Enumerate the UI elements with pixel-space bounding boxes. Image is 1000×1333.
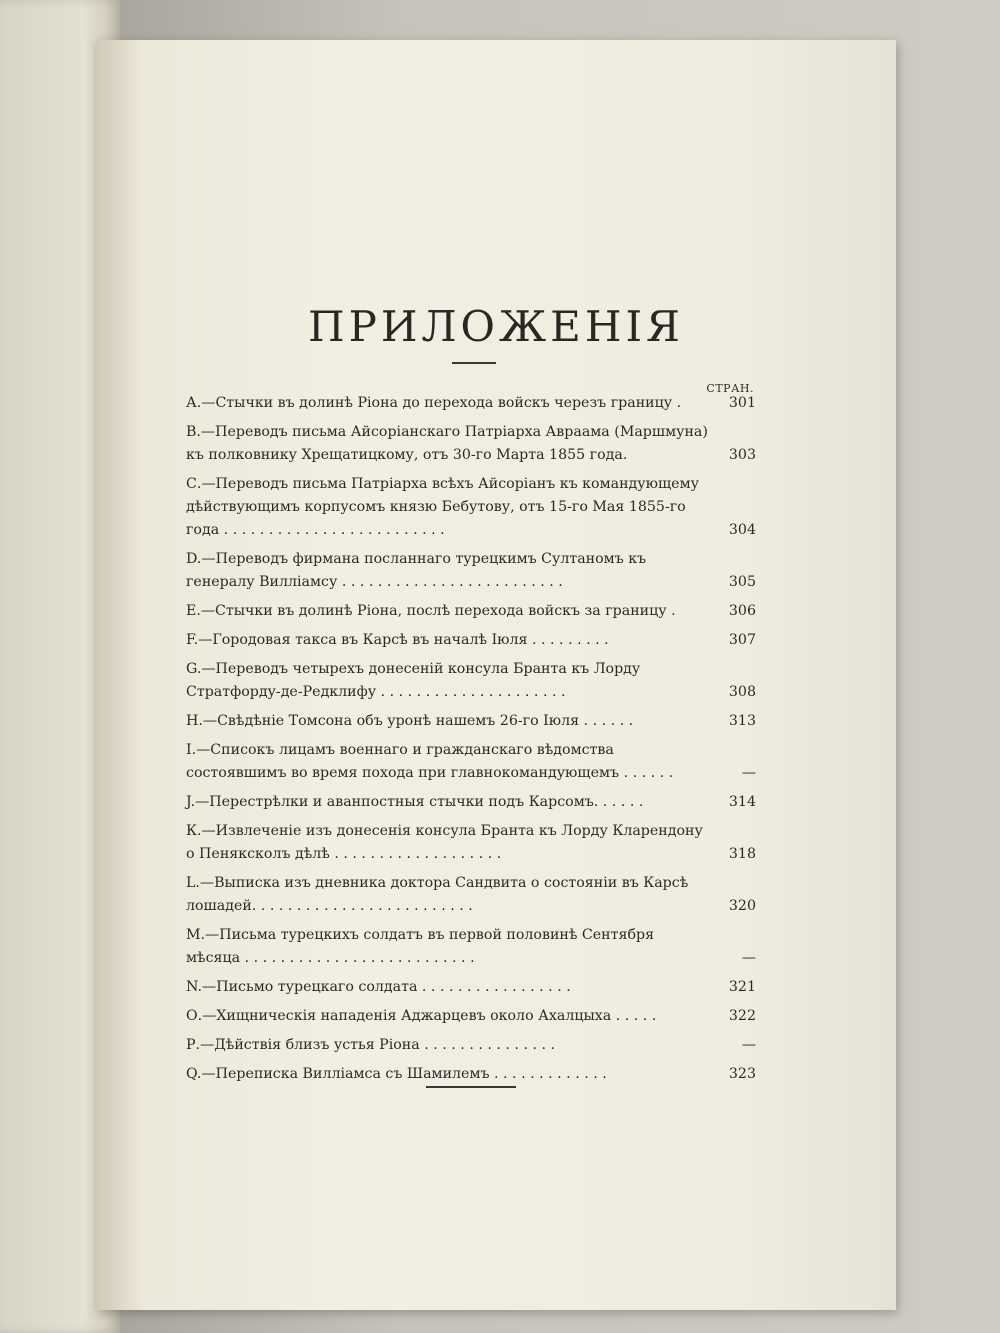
- entry-page-number: 303: [728, 447, 756, 463]
- entry-text: І.—Списокъ лицамъ военнаго и гражданскаго вѣдомства состоявшимъ во время похода при главнокомандующемъ . . . . . .: [186, 742, 674, 781]
- entry-text: М.—Письма турецкихъ солдатъ въ первой половинѣ Сентября мѣсяца . . . . . . . . . . . . . . . . . . . . . . . . . .: [186, 927, 655, 966]
- toc-entry: [186, 1005, 756, 1028]
- entry-text: Е.—Стычки въ долинѣ Ріона, послѣ перехода войскъ за границу .: [186, 603, 676, 619]
- toc-entry: [186, 872, 756, 918]
- entry-text: О.—Хищническія нападенія Аджарцевъ около Ахалцыха . . . . .: [186, 1008, 657, 1024]
- entry-page-number: —: [741, 950, 756, 966]
- table-of-contents: [186, 392, 756, 1092]
- entry-text: К.—Извлеченіе изъ донесенія консула Бранта къ Лорду Кларендону о Пеняксколъ дѣлѣ . . . . . . . . . . . . . . . . . . .: [186, 823, 703, 862]
- toc-entry: [186, 1063, 756, 1086]
- title-divider: [452, 362, 496, 364]
- entry-text: G.—Переводъ четырехъ донесеній консула Бранта къ Лорду Стратфорду-де-Редклифу . . . . . . . . . . . . . . . . . . . . .: [186, 661, 641, 700]
- toc-entry: [186, 473, 756, 542]
- toc-entry: [186, 739, 756, 785]
- entry-text: А.—Стычки въ долинѣ Ріона до перехода войскъ черезъ границу .: [186, 395, 682, 411]
- page-column-header: СТРАН.: [706, 382, 754, 395]
- toc-entry: [186, 1034, 756, 1057]
- toc-entry: [186, 791, 756, 814]
- entry-text: Р.—Дѣйствія близъ устья Ріона . . . . . . . . . . . . . . .: [186, 1037, 556, 1053]
- book-page: [96, 40, 896, 1310]
- entry-text: N.—Письмо турецкаго солдата . . . . . . . . . . . . . . . . .: [186, 979, 571, 995]
- entry-text: D.—Переводъ фирмана посланнаго турецкимъ Султаномъ къ генералу Вилліамсу . . . . . . . . . . . . . . . . . . . . . . . . .: [186, 551, 647, 590]
- entry-text: С.—Переводъ письма Патріарха всѣхъ Айсоріанъ къ командующему дѣйствующимъ корпусомъ князю Бебутову, отъ 15-го Мая 1855-го года . . . . . . . . . . . . . . . . . . . . . . . . .: [186, 476, 699, 538]
- page-title: ПРИЛОЖЕНІЯ: [308, 302, 684, 351]
- entry-page-number: 323: [728, 1066, 756, 1082]
- entry-text: В.—Переводъ письма Айсоріанскаго Патріарха Авраама (Маршмуна) къ полковнику Хрещатицкому, отъ 30-го Марта 1855 года.: [186, 424, 708, 463]
- entry-text: Q.—Переписка Вилліамса съ Шамилемъ . . . . . . . . . . . . .: [186, 1066, 607, 1082]
- entry-page-number: 304: [728, 522, 756, 538]
- entry-page-number: 314: [728, 794, 756, 810]
- entry-text: Н.—Свѣдѣніе Томсона объ уронѣ нашемъ 26-го Іюля . . . . . .: [186, 713, 634, 729]
- entry-page-number: 301: [728, 395, 756, 411]
- toc-entry: [186, 976, 756, 999]
- entry-text: J.—Перестрѣлки и аванпостныя стычки подъ Карсомъ. . . . . .: [186, 794, 644, 810]
- entry-text: F.—Городовая такса въ Карсѣ въ началѣ Іюля . . . . . . . . .: [186, 632, 609, 648]
- entry-page-number: 322: [728, 1008, 756, 1024]
- entry-page-number: 308: [728, 684, 756, 700]
- entry-page-number: 306: [728, 603, 756, 619]
- toc-entry: [186, 629, 756, 652]
- entry-page-number: —: [741, 1037, 756, 1053]
- entry-page-number: 307: [728, 632, 756, 648]
- toc-entry: [186, 924, 756, 970]
- entry-page-number: 318: [728, 846, 756, 862]
- entry-page-number: 313: [728, 713, 756, 729]
- toc-entry: [186, 658, 756, 704]
- entry-page-number: 320: [728, 898, 756, 914]
- toc-entry: [186, 421, 756, 467]
- entry-page-number: 321: [728, 979, 756, 995]
- entry-page-number: —: [741, 765, 756, 781]
- toc-entry: [186, 548, 756, 594]
- toc-entry: [186, 710, 756, 733]
- entry-text: L.—Выписка изъ дневника доктора Сандвита о состояніи въ Карсѣ лошадей. . . . . . . . . . . . . . . . . . . . . . . . .: [186, 875, 689, 914]
- toc-entry: [186, 820, 756, 866]
- toc-entry: [186, 600, 756, 623]
- closing-divider: [426, 1086, 516, 1088]
- toc-entry: [186, 392, 756, 415]
- entry-page-number: 305: [728, 574, 756, 590]
